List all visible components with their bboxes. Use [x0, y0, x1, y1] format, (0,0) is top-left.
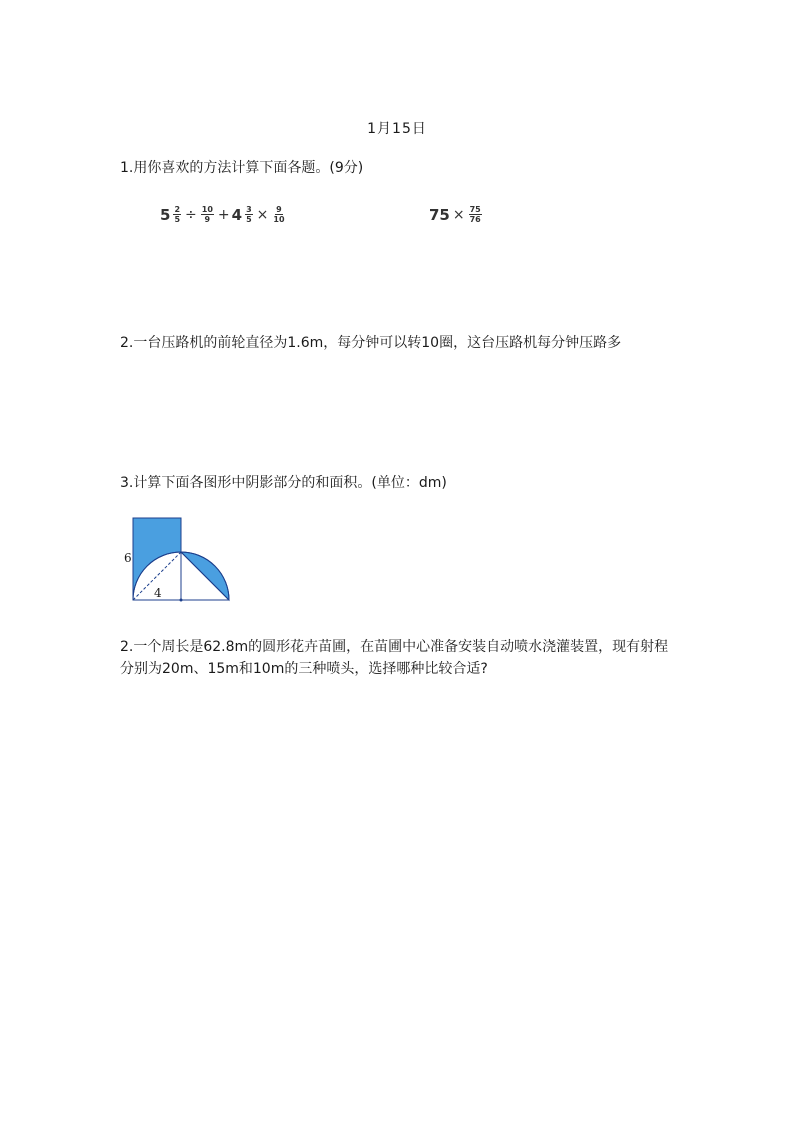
- plus-operator: +: [217, 206, 230, 223]
- fraction: [173, 205, 181, 224]
- base-label: 4: [154, 586, 162, 600]
- denominator: 9: [204, 215, 211, 224]
- whole-number: 75: [429, 205, 450, 224]
- shaded-area-figure: [120, 510, 240, 614]
- numerator: 75: [469, 205, 481, 214]
- question-1-text: 1.用你喜欢的方法计算下面各题。(9分): [120, 160, 364, 176]
- page-date: 1月15日: [367, 121, 427, 137]
- expression-1: [160, 205, 288, 224]
- expression-2: [429, 205, 484, 224]
- question-2-text: 2.一台压路机的前轮直径为1.6m，每分钟可以转10圈，这台压路机每分钟压路多: [120, 335, 622, 351]
- denominator: 5: [246, 215, 252, 224]
- multiply-operator: ×: [452, 206, 465, 223]
- whole-number: 5: [160, 205, 171, 224]
- denominator: 76: [469, 215, 481, 224]
- center-point: [180, 599, 183, 602]
- fraction: [201, 205, 214, 224]
- height-label: 6: [124, 551, 132, 565]
- numerator: 10: [201, 205, 213, 214]
- fraction: [272, 205, 285, 224]
- multiply-operator: ×: [256, 206, 269, 223]
- fraction: [245, 205, 253, 224]
- denominator: 5: [174, 215, 181, 224]
- divide-operator: ÷: [185, 206, 197, 223]
- fraction: [469, 205, 482, 224]
- question-4-text: 2.一个周长是62.8m的圆形花卉苗圃，在苗圃中心准备安装自动喷水浇灌装置，现有射程分别为20m、15m和10m的三种喷头，选择哪种比较合适?: [120, 639, 669, 677]
- whole-number: 4: [231, 205, 243, 224]
- geometry-diagram: [120, 510, 240, 610]
- question-3-text: 3.计算下面各图形中阴影部分的和面积。(单位：dm): [120, 475, 447, 491]
- numerator: 9: [276, 205, 282, 214]
- numerator: 2: [174, 205, 181, 214]
- numerator: 3: [246, 205, 252, 214]
- denominator: 10: [273, 215, 285, 224]
